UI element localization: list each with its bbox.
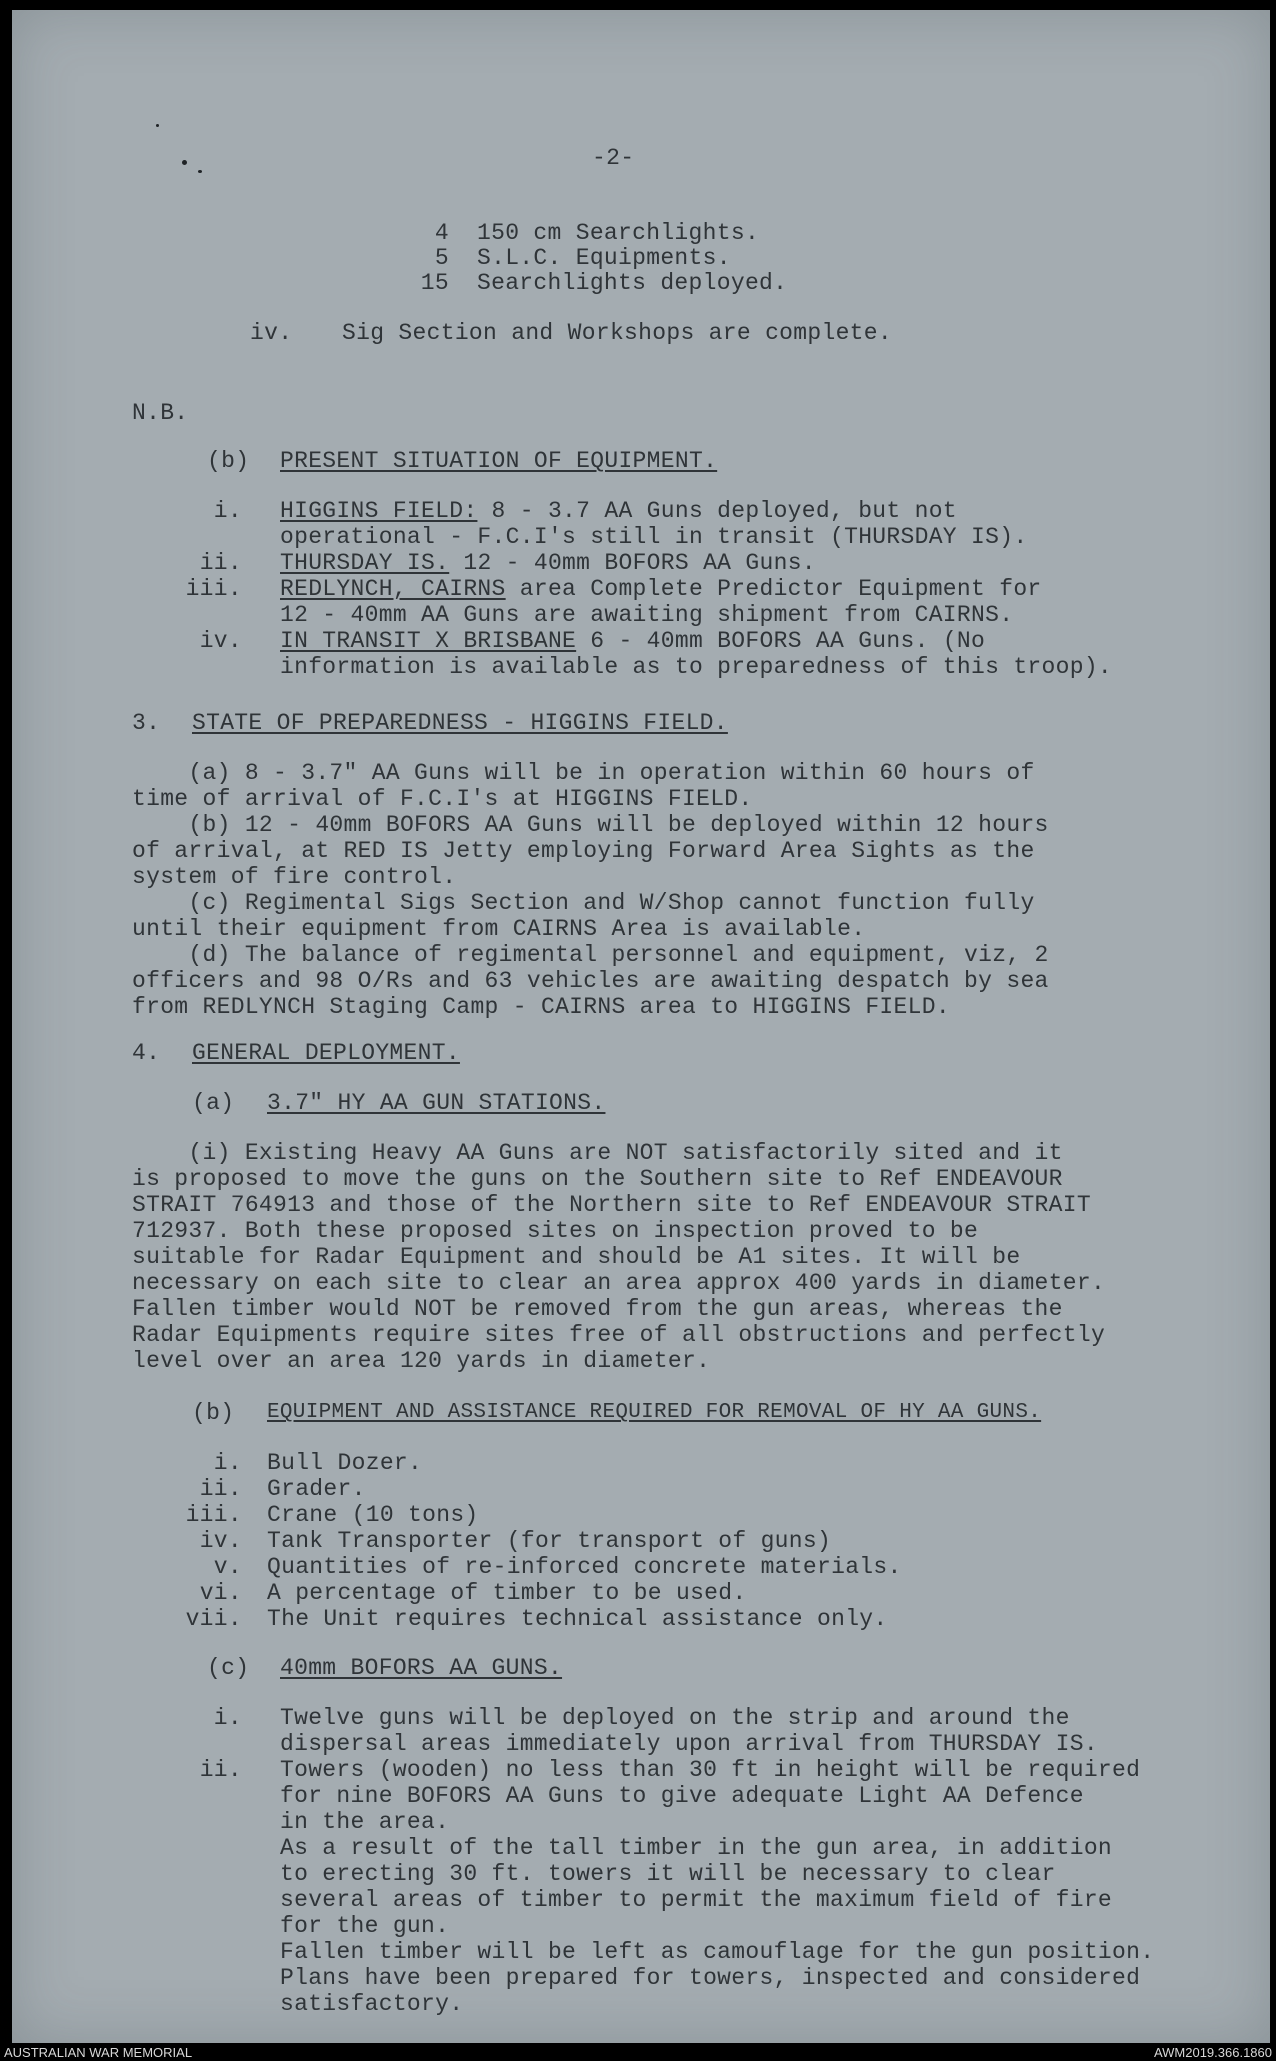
list-qty: 4 [434, 220, 449, 246]
paragraph-line: STRAIT 764913 and those of the Northern site to Ref ENDEAVOUR STRAIT [132, 1192, 1091, 1218]
place-name: REDLYNCH, CAIRNS [280, 576, 506, 602]
item-number: vii. [185, 1606, 242, 1632]
list-item: Searchlights deployed. [477, 270, 788, 296]
item-text: 8 - 3.7 AA Guns deployed, but not [477, 498, 957, 524]
list-item: S.L.C. Equipments. [477, 245, 731, 271]
section-heading: PRESENT SITUATION OF EQUIPMENT. [280, 448, 718, 474]
item-number: iv. [199, 1528, 242, 1554]
section-number: 4. [132, 1040, 161, 1066]
paragraph-line: (d) The balance of regimental personnel and equipment, viz, 2 [132, 942, 1049, 968]
item-number: iv. [250, 320, 293, 346]
item-line: satisfactory. [280, 1991, 464, 2017]
subsection-label: (b) [192, 1400, 235, 1426]
nb-label: N.B. [132, 400, 189, 426]
paragraph-line: suitable for Radar Equipment and should be A1 sites. It will be [132, 1244, 1021, 1270]
item-line [280, 498, 957, 524]
subsection-label: (a) [192, 1090, 235, 1116]
item-number: ii. [199, 1757, 242, 1783]
archive-footer [0, 2043, 1276, 2061]
item-text: area Complete Predictor Equipment for [505, 576, 1042, 602]
item-line: information is available as to preparedness of this troop). [280, 654, 1113, 680]
paragraph-line: necessary on each site to clear an area approx 400 yards in diameter. [132, 1270, 1106, 1296]
item-text: Sig Section and Workshops are complete. [342, 320, 892, 346]
item-line: to erecting 30 ft. towers it will be necessary to clear [280, 1861, 1056, 1887]
item-line: several areas of timber to permit the maximum field of fire [280, 1887, 1113, 1913]
document-page [12, 10, 1270, 2043]
item-text: The Unit requires technical assistance only. [267, 1606, 888, 1632]
item-text: Crane (10 tons) [267, 1502, 479, 1528]
item-line: As a result of the tall timber in the gun area, in addition [280, 1835, 1113, 1861]
section-heading: STATE OF PREPAREDNESS - HIGGINS FIELD. [192, 710, 728, 736]
subsection-heading: 40mm BOFORS AA GUNS. [280, 1655, 563, 1681]
item-number: ii. [199, 550, 242, 576]
item-number: iii. [185, 1502, 242, 1528]
item-text: Quantities of re-inforced concrete materials. [267, 1554, 902, 1580]
subsection-heading: 3.7" HY AA GUN STATIONS. [267, 1090, 606, 1116]
item-number: i. [213, 1450, 242, 1476]
place-name: HIGGINS FIELD: [280, 498, 478, 524]
item-text: 12 - 40mm BOFORS AA Guns. [449, 550, 816, 576]
item-number: ii. [199, 1476, 242, 1502]
subsection-label: (c) [207, 1655, 250, 1681]
paragraph-line: of arrival, at RED IS Jetty employing Forward Area Sights as the [132, 838, 1035, 864]
paragraph-line: is proposed to move the guns on the Southern site to Ref ENDEAVOUR [132, 1166, 1063, 1192]
item-text: Grader. [267, 1476, 366, 1502]
section-label: (b) [207, 448, 250, 474]
ink-speck [182, 160, 187, 165]
item-line [280, 550, 816, 576]
paragraph-line: level over an area 120 yards in diameter. [132, 1348, 711, 1374]
list-item: 150 cm Searchlights. [477, 220, 760, 246]
item-number: i. [213, 1705, 242, 1731]
ink-speck [156, 124, 159, 127]
paragraph-line: from REDLYNCH Staging Camp - CAIRNS area to HIGGINS FIELD. [132, 994, 950, 1020]
item-line: Twelve guns will be deployed on the strip and around the [280, 1705, 1070, 1731]
paragraph-line: (i) Existing Heavy AA Guns are NOT satisfactorily sited and it [132, 1140, 1063, 1166]
paragraph-line: (c) Regimental Sigs Section and W/Shop cannot function fully [132, 890, 1035, 916]
place-name: IN TRANSIT X BRISBANE [280, 628, 577, 654]
page-number: -2- [592, 145, 635, 171]
paragraph-line: 712937. Both these proposed sites on inspection proved to be [132, 1218, 979, 1244]
item-line [280, 576, 1042, 602]
paragraph-line: Fallen timber would NOT be removed from the gun areas, whereas the [132, 1296, 1063, 1322]
item-line [280, 628, 985, 654]
item-line: Towers (wooden) no less than 30 ft in height will be required [280, 1757, 1141, 1783]
paragraph-line: time of arrival of F.C.I's at HIGGINS FIELD. [132, 786, 753, 812]
footer-catalogue-id: AWM2019.366.1860 [1153, 2045, 1272, 2060]
ink-speck [198, 170, 202, 173]
paragraph-line: (b) 12 - 40mm BOFORS AA Guns will be deployed within 12 hours [132, 812, 1049, 838]
item-number: i. [213, 498, 242, 524]
item-text: A percentage of timber to be used. [267, 1580, 747, 1606]
place-name: THURSDAY IS. [280, 550, 450, 576]
paragraph-line: system of fire control. [132, 864, 457, 890]
item-number: iv. [199, 628, 242, 654]
item-line: in the area. [280, 1809, 450, 1835]
item-line: Plans have been prepared for towers, inspected and considered [280, 1965, 1141, 1991]
section-heading: GENERAL DEPLOYMENT. [192, 1040, 460, 1066]
item-text: Tank Transporter (for transport of guns) [267, 1528, 832, 1554]
item-line: dispersal areas immediately upon arrival from THURSDAY IS. [280, 1731, 1098, 1757]
subsection-heading: EQUIPMENT AND ASSISTANCE REQUIRED FOR REMOVAL OF HY AA GUNS. [267, 1401, 1042, 1424]
item-number: iii. [185, 576, 242, 602]
list-qty: 5 [434, 245, 449, 271]
item-line: for the gun. [280, 1913, 450, 1939]
item-line: Fallen timber will be left as camouflage for the gun position. [280, 1939, 1155, 1965]
item-line: operational - F.C.I's still in transit (THURSDAY IS). [280, 524, 1028, 550]
paragraph-line: officers and 98 O/Rs and 63 vehicles are awaiting despatch by sea [132, 968, 1049, 994]
paragraph-line: until their equipment from CAIRNS Area is available. [132, 916, 866, 942]
item-line: 12 - 40mm AA Guns are awaiting shipment from CAIRNS. [280, 602, 1014, 628]
paragraph-line: (a) 8 - 3.7" AA Guns will be in operation within 60 hours of [132, 760, 1035, 786]
list-qty: 15 [420, 270, 449, 296]
footer-institution: AUSTRALIAN WAR MEMORIAL [4, 2045, 193, 2060]
item-number: vi. [199, 1580, 242, 1606]
section-number: 3. [132, 710, 161, 736]
item-text: 6 - 40mm BOFORS AA Guns. (No [576, 628, 986, 654]
paragraph-line: Radar Equipments require sites free of all obstructions and perfectly [132, 1322, 1106, 1348]
item-number: v. [213, 1554, 242, 1580]
item-text: Bull Dozer. [267, 1450, 423, 1476]
item-line: for nine BOFORS AA Guns to give adequate Light AA Defence [280, 1783, 1084, 1809]
